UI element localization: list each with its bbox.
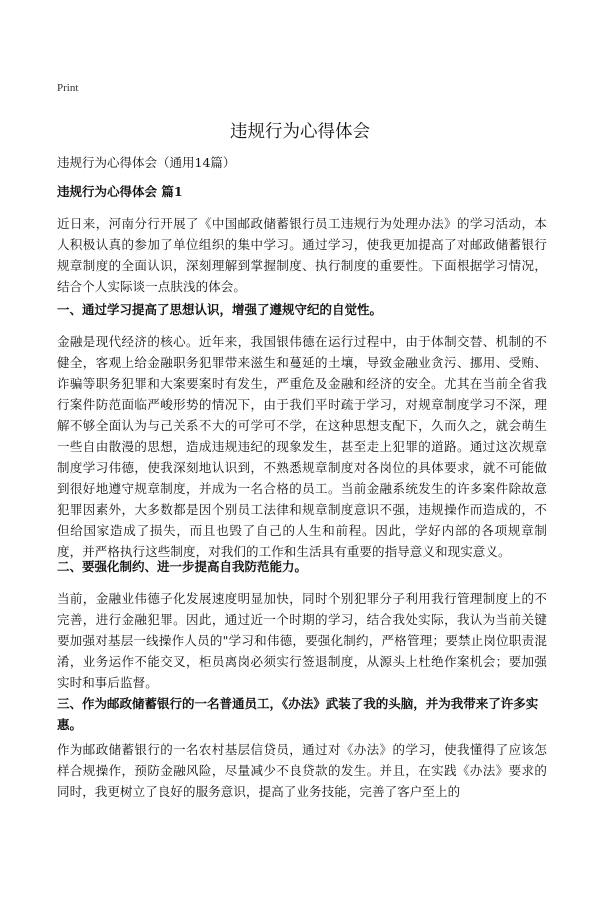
section-3-heading: 三、作为邮政储蓄银行的一名普通员工，《办法》武装了我的头脑，并为我带来了许多实惠。 [57, 696, 539, 732]
section-2-heading: 二、要强化制约、进一步提高自我防范能力。 [57, 559, 308, 574]
document-subtitle: 违规行为心得体会（通用14篇） [57, 155, 236, 170]
section-2-body: 当前，金融业伟德子化发展速度明显加快，同时个别犯罪分子利用我行管理制度上的不完善，进行金融犯罪。因此，通过近一个时期的学习，结合我处实际，我认为当前关键要加强对基层一线操作人员的"学习和伟德，要强化制约，严格管理；要禁止岗位职责混淆，业务运作不能交叉，柜员离岗必须实行签退制度，从源头上杜绝作案机会；要加强实时和事后监督。 [57, 591, 547, 690]
document-title: 违规行为心得体会 [230, 122, 370, 142]
section-3-body: 作为邮政储蓄银行的一名农村基层信贷员，通过对《办法》的学习，使我懂得了应该怎样合规操作，预防金融风险，尽量减少不良贷款的发生。并且，在实践《办法》要求的同时，我更树立了良好的服务意识，提高了业务技能，完善了客户至上的 [57, 742, 547, 799]
intro-paragraph: 近日来，河南分行开展了《中国邮政储蓄银行员工违规行为处理办法》的学习活动，本人积极认真的参加了单位组织的集中学习。通过学习，使我更加提高了对邮政储蓄银行规章制度的全面认识，深刻理解到掌握制度、执行制度的重要性。下面根据学习情况，结合个人实际谈一点肤浅的体会。 [57, 216, 547, 294]
section-1-body: 金融是现代经济的核心。近年来，我国银伟德在运行过程中，由于体制交替、机制的不健全，客观上给金融职务犯罪带来滋生和蔓延的土壤，导致金融业贪污、挪用、受贿、诈骗等职务犯罪和大案要案时有发生，严重危及金融和经济的安全。尤其在当前全省我行案件防范面临严峻形势的情况下，由于我们平时疏于学习，对规章制度学习不深，理解不够全面认为与己关系不大的可学可不学，在这种思想支配下，久而久之，就会萌生一些自由散漫的思想，造成违规违纪的现象发生，甚至走上犯罪的道路。通过这次规章制度学习伟德，使我深刻地认识到，不熟悉规章制度对各岗位的具体要求，就不可能做到很好地遵守规章制度，并成为一名合格的员工。当前金融系统发生的许多案件除故意犯罪因素外，大多数都是因个别员工法律和规章制度意识不强，违规操作而造成的，不但给国家造成了损失，而且也毁了自己的人生和前程。因此，学好内部的各项规章制度，并严格执行这些制度，对我们的工作和生活具有重要的指导意义和现实意义。 [57, 334, 547, 559]
section-1-heading: 一、通过学习提高了思想认识，增强了遵规守纪的自觉性。 [57, 302, 383, 317]
article-title: 违规行为心得体会 篇1 [57, 184, 183, 199]
print-label: Print [57, 82, 79, 94]
